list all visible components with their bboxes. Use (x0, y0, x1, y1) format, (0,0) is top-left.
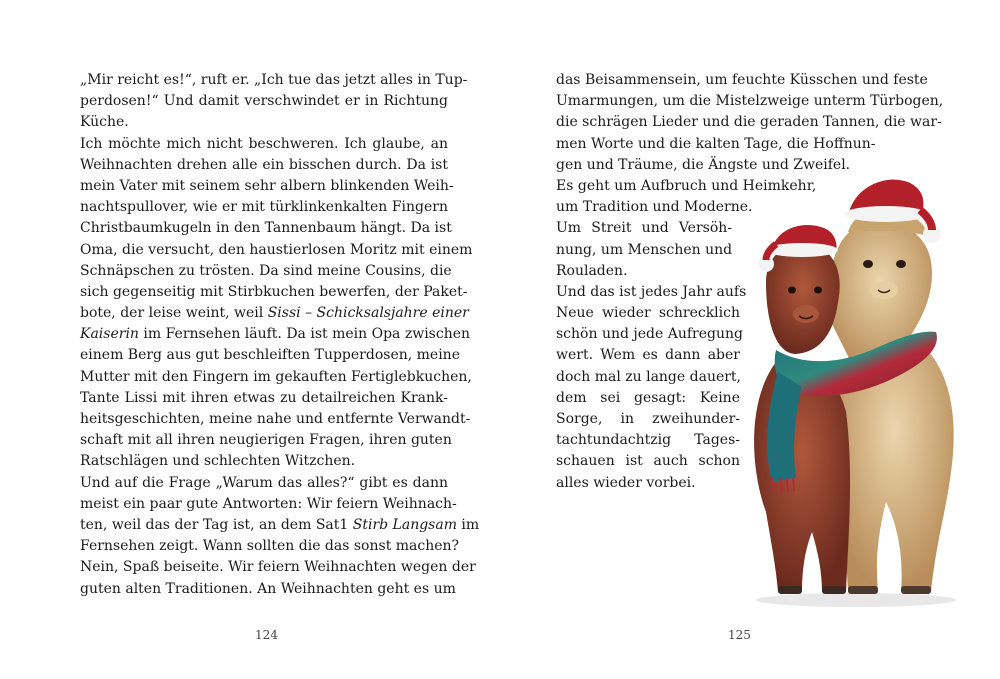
text-line: Ich möchte mich nicht beschweren. Ich glaube, an (80, 135, 448, 152)
hoof (848, 586, 878, 594)
text-line: gen und Träume, die Ängste und Zweifel. (556, 156, 851, 173)
text-line: Küche. (80, 114, 129, 131)
text-line: Und das ist jedes Jahr aufs (556, 283, 747, 300)
text-line: heitsgeschichten, meine nahe und entfernte Verwandt- (80, 411, 471, 427)
text-line: schauen ist auch schon (556, 453, 740, 470)
text-line: Schnäpschen zu trösten. Da sind meine Cousins, die (80, 262, 452, 279)
text-line: sich gegenseitig mit Stirbkuchen bewerfen, der Paket- (80, 283, 468, 300)
text-line: Um Streit und Versöh- (556, 220, 732, 237)
italic-title: Sissi – Schicksalsjahre einer (267, 305, 469, 322)
text-line: tachtundachtzig Tages- (556, 432, 740, 449)
red-alpaca-muzzle (793, 305, 819, 323)
text-span: im Fernsehen läuft. Da ist mein Opa zwischen (138, 326, 471, 343)
page-number-left: 124 (255, 628, 278, 642)
text-line: Weihnachten drehen alle ein bisschen durch. Da ist (80, 156, 448, 173)
text-line: „Mir reicht es!“, ruft er. „Ich tue das jetzt alles in Tup- (80, 72, 468, 88)
cream-alpaca-muzzle (870, 281, 898, 299)
santa-hat-brim (844, 206, 928, 222)
text-line: Tante Lissi mit ihren etwas zu detailreichen Krank- (80, 389, 448, 406)
red-alpaca-head (766, 243, 840, 354)
text-line: men Worte und die kalten Tage, die Hoffnun- (556, 135, 876, 152)
hoof (778, 586, 802, 594)
text-line (80, 515, 480, 536)
text-line: die schrägen Lieder und die geraden Tannen, die war- (556, 114, 942, 131)
text-line: wert. Wem es dann aber (556, 347, 740, 364)
text-span: bote, der leise weint, weil (80, 305, 268, 322)
text-line: Es geht um Aufbruch und Heimkehr, (556, 177, 817, 194)
italic-title: Stirb Langsam (352, 516, 457, 533)
text-span: ten, weil das der Tag ist, an dem Sat1 (80, 516, 353, 533)
cream-alpaca-eye (896, 260, 906, 268)
text-line: dem sei gesagt: Keine (556, 389, 740, 406)
text-line: meist ein paar gute Antworten: Wir feiern Weihnach- (80, 495, 457, 512)
text-line: Umarmungen, um die Mistelzweige unterm Türbogen, (556, 93, 944, 110)
text-line: Mutter mit den Fingern im gekauften Fertiglebkuchen, (80, 368, 472, 385)
text-line: Und auf die Frage „Warum das alles?“ gibt es dann (80, 474, 448, 491)
text-line: Nein, Spaß beiseite. Wir feiern Weihnachten wegen der (80, 559, 476, 576)
two-alpacas-with-santa-hats-and-scarf-illustration (736, 172, 976, 610)
text-line: das Beisammensein, um feuchte Küsschen und feste (556, 72, 928, 88)
text-line: nung, um Menschen und (556, 241, 733, 258)
left-page-text (80, 70, 480, 600)
text-line: einem Berg aus gut beschleiften Tupperdosen, meine (80, 347, 460, 364)
text-line: Christbaumkugeln in den Tannenbaum hängt. Da ist (80, 220, 452, 237)
text-line (80, 303, 469, 324)
text-line: doch mal zu lange dauert, (556, 368, 742, 385)
text-line: Fernsehen zeigt. Wann sollten die das sonst machen? (80, 538, 460, 555)
text-line: alles wieder vorbei. (556, 474, 696, 491)
text-line: Ratschlägen und schlechten Witzchen. (80, 453, 356, 470)
text-line: perdosen!“ Und damit verschwindet er in Richtung (80, 93, 448, 110)
text-line: mein Vater mit seinem sehr albern blinkenden Weih- (80, 177, 454, 194)
hoof (901, 586, 931, 594)
red-alpaca-eye (788, 287, 796, 294)
text-line: Rouladen. (556, 262, 628, 279)
text-span: im (456, 516, 480, 533)
text-line: guten alten Traditionen. An Weihnachten geht es um (80, 580, 456, 597)
text-line: schön und jede Aufregung (556, 326, 743, 343)
hoof (822, 586, 846, 594)
page-number-right: 125 (728, 628, 751, 642)
text-line: Sorge, in zweihunder- (556, 411, 740, 427)
ground-shadow (756, 593, 956, 607)
text-line: Oma, die versucht, den haustierlosen Moritz mit einem (80, 241, 473, 258)
text-line (80, 324, 471, 345)
text-line: Neue wieder schrecklich (556, 305, 740, 322)
italic-title: Kaiserin (80, 326, 139, 343)
text-line: um Tradition und Moderne. (556, 199, 753, 216)
text-line: schaft mit all ihren neugierigen Fragen, ihren guten (80, 432, 452, 449)
text-line: nachtspullover, wie er mit türklinkenkalten Fingern (80, 199, 448, 216)
red-alpaca-eye (814, 287, 822, 294)
cream-alpaca-eye (863, 260, 873, 268)
